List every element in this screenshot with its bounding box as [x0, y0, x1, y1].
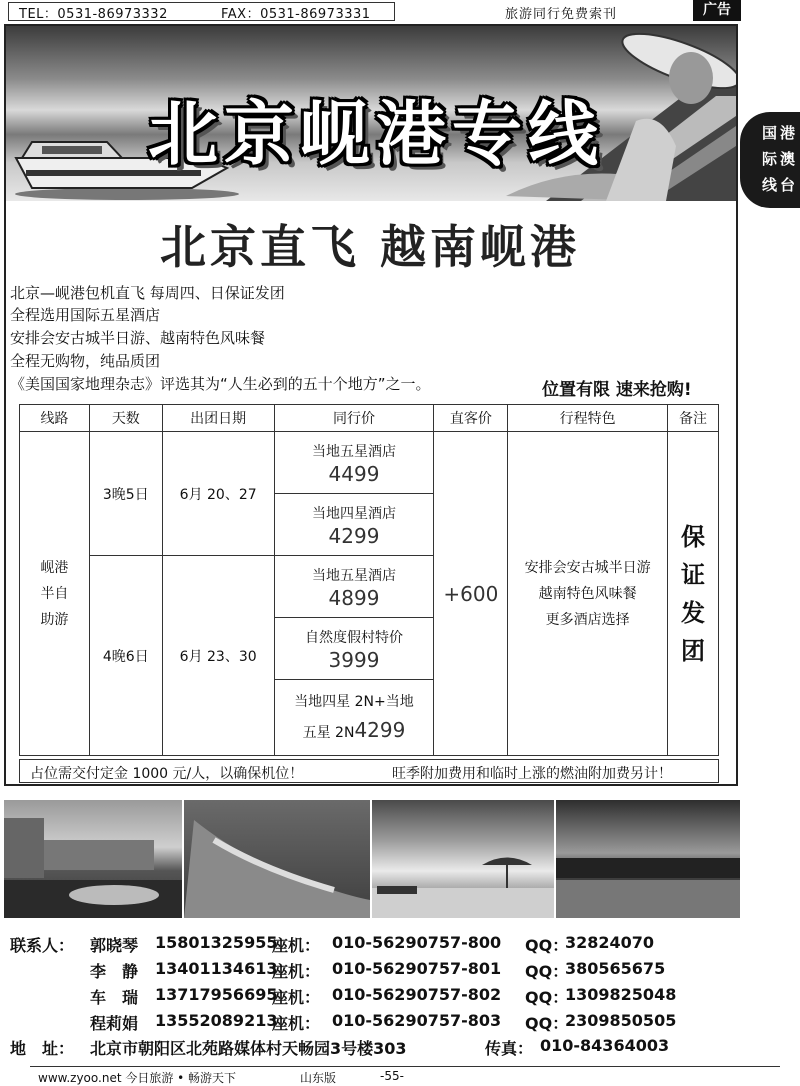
days-cell: 3晚5日	[89, 432, 162, 556]
phone-label: 座机：	[272, 1014, 321, 1033]
peer-price: 4499	[328, 461, 380, 486]
address-label: 地 址：	[10, 1039, 75, 1058]
col-header: 出团日期	[162, 405, 274, 432]
contact-phone: 010-56290757-803	[332, 1011, 502, 1030]
header-fax: FAX：0531-86973331	[221, 7, 371, 22]
headline: 北京直飞 越南岘港	[159, 220, 580, 274]
page-number: -55-	[380, 1069, 404, 1083]
hotel-type: 自然度假村特价	[304, 629, 403, 646]
phone-label: 座机：	[272, 988, 321, 1007]
resort-photo	[4, 800, 182, 918]
price-cell	[274, 432, 434, 494]
route-text: 助游	[40, 611, 69, 628]
island-photo	[184, 800, 370, 918]
qq-label: QQ：	[525, 962, 569, 981]
banner-image	[6, 26, 736, 201]
fax-label: 传真：	[485, 1039, 534, 1058]
remark-char: 保	[681, 522, 705, 551]
price-cell	[274, 556, 434, 618]
peer-price: 3999	[328, 647, 380, 672]
feature-item: 安排会安古城半日游	[524, 559, 651, 576]
contact-mobile: 15801325955	[155, 933, 278, 952]
hotel-type: 当地五星酒店	[311, 567, 396, 584]
contacts-label: 联系人：	[10, 936, 75, 955]
palm-pool-illustration	[556, 800, 740, 918]
dates-cell: 6月 20、27	[162, 432, 274, 556]
phone-label: 座机：	[272, 962, 321, 981]
footer-site: www.zyoo.net 今日旅游 • 畅游天下	[38, 1071, 237, 1085]
fax-number: 010-84364003	[540, 1036, 670, 1055]
magazine-slogan: 旅游同行免费索刊	[505, 7, 618, 22]
col-header: 直客价	[434, 405, 508, 432]
table-row	[20, 432, 719, 494]
contact-qq: 380565675	[565, 959, 666, 978]
hotel-type: 五星 2N	[302, 725, 355, 741]
hotel-type: 当地五星酒店	[311, 443, 396, 460]
intro-line: 北京—岘港包机直飞 每周四、日保证发团	[10, 284, 285, 302]
remark-char: 发	[681, 598, 705, 627]
features-cell	[508, 432, 668, 756]
peer-price: 4899	[328, 585, 380, 610]
side-tab-char: 线	[762, 176, 778, 194]
intro-line: 全程无购物，纯品质团	[10, 352, 161, 370]
surcharge-note: 旺季附加费用和临时上涨的燃油附加费另计！	[392, 766, 672, 782]
banner-title: 北京岘港专线	[148, 92, 604, 175]
contact-mobile: 13717956695	[155, 985, 278, 1004]
deposit-note: 占位需交付定金 1000 元/人，以确保机位！	[30, 766, 304, 782]
intro-line: 全程选用国际五星酒店	[10, 306, 161, 324]
col-header: 备注	[668, 405, 719, 432]
direct-price-cell: +600	[434, 432, 508, 756]
contact-phone: 010-56290757-802	[332, 985, 502, 1004]
header-tel: TEL：0531-86973332	[19, 7, 168, 22]
resort-buildings-illustration	[4, 800, 182, 918]
ad-tag: 广告	[693, 0, 741, 21]
contact-qq: 1309825048	[565, 985, 677, 1004]
side-tab-char: 台	[780, 176, 796, 194]
qq-label: QQ：	[525, 1014, 569, 1033]
price-cell	[274, 618, 434, 680]
side-tab-char: 际	[762, 150, 778, 168]
contact-qq: 32824070	[565, 933, 655, 952]
contact-phone: 010-56290757-800	[332, 933, 502, 952]
route-text: 半自	[40, 585, 69, 602]
booking-notes	[19, 759, 719, 783]
contact-phone: 010-56290757-801	[332, 959, 502, 978]
side-tab-char: 港	[780, 124, 796, 142]
route-text: 岘港	[40, 559, 69, 576]
peer-price: 4299	[328, 523, 380, 548]
qq-label: QQ：	[525, 936, 569, 955]
beach-photo	[372, 800, 554, 918]
dates-cell: 6月 23、30	[162, 556, 274, 756]
route-cell	[20, 432, 90, 756]
intro-line: 安排会安古城半日游、越南特色风味餐	[10, 329, 266, 347]
col-header: 同行价	[274, 405, 434, 432]
contact-mobile: 13552089213	[155, 1011, 278, 1030]
remark-char: 团	[681, 636, 705, 665]
col-header: 线路	[20, 405, 90, 432]
hotel-type: 当地四星酒店	[311, 505, 396, 522]
side-tab-char: 国	[762, 124, 778, 142]
side-tab-char: 澳	[780, 150, 796, 168]
col-header: 天数	[89, 405, 162, 432]
remark-cell	[668, 432, 719, 756]
contact-strip	[8, 2, 395, 21]
price-table	[19, 404, 719, 756]
feature-item: 越南特色风味餐	[538, 585, 637, 602]
contact-name: 李 静	[90, 962, 139, 981]
region-side-tab	[740, 112, 800, 208]
contact-name: 程莉娟	[90, 1014, 139, 1033]
limited-seats-note: 位置有限 速来抢购!	[542, 380, 692, 400]
contact-name: 郭晓琴	[90, 936, 139, 955]
col-header: 行程特色	[508, 405, 668, 432]
feature-item: 更多酒店选择	[545, 611, 630, 628]
intro-line: 《美国国家地理杂志》评选其为“人生必到的五十个地方”之一。	[10, 375, 431, 393]
page-footer	[0, 1066, 800, 1086]
price-cell	[274, 680, 434, 756]
contact-mobile: 13401134613	[155, 959, 278, 978]
contact-qq: 2309850505	[565, 1011, 677, 1030]
footer-edition: 山东版	[300, 1071, 337, 1085]
beach-umbrella-illustration	[372, 800, 554, 918]
top-bar	[0, 0, 800, 22]
island-illustration	[184, 800, 370, 918]
contact-name: 车 瑞	[90, 988, 139, 1007]
price-cell	[274, 494, 434, 556]
hotel-type: 当地四星 2N+当地	[294, 694, 414, 710]
phone-label: 座机：	[272, 936, 321, 955]
qq-label: QQ：	[525, 988, 569, 1007]
address: 北京市朝阳区北苑路媒体村天畅园3号楼303	[90, 1039, 407, 1058]
days-cell: 4晚6日	[89, 556, 162, 756]
remark-char: 证	[681, 560, 705, 589]
peer-price: 4299	[354, 718, 406, 742]
table-header-row	[20, 405, 719, 432]
pool-photo	[556, 800, 740, 918]
